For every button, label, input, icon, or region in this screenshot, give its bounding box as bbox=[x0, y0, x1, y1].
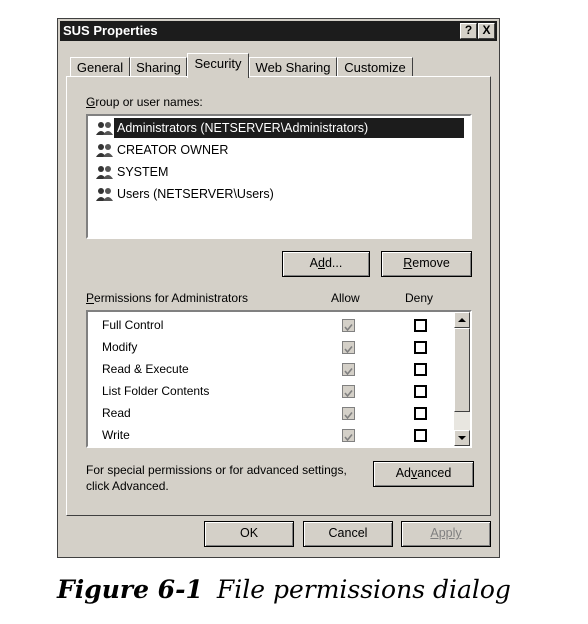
allow-header: Allow bbox=[331, 291, 360, 305]
list-item-users[interactable]: Users (NETSERVER\Users) bbox=[117, 187, 274, 201]
deny-checkbox-read[interactable] bbox=[414, 407, 427, 420]
allow-checkbox-read-execute[interactable] bbox=[342, 363, 355, 376]
remove-button[interactable] bbox=[381, 251, 472, 277]
special-perms-text-1: For special permissions or for advanced settings, bbox=[86, 463, 347, 477]
advanced-label-b: anced bbox=[417, 466, 452, 480]
figure-number: Figure 6-1 bbox=[57, 575, 203, 604]
perm-list-folder-contents: List Folder Contents bbox=[102, 384, 210, 398]
group-names-label bbox=[86, 95, 203, 109]
add-label-a: A bbox=[309, 256, 318, 270]
special-perms-text-2: click Advanced. bbox=[86, 479, 169, 493]
scroll-thumb[interactable] bbox=[454, 328, 470, 412]
allow-checkbox-write[interactable] bbox=[342, 429, 355, 442]
tab-web-sharing[interactable]: Web Sharing bbox=[249, 57, 337, 77]
close-button[interactable]: X bbox=[478, 23, 495, 39]
advanced-label-a: Ad bbox=[395, 466, 411, 480]
deny-checkbox-full-control[interactable] bbox=[414, 319, 427, 332]
group-user-list[interactable] bbox=[86, 114, 472, 239]
permissions-label bbox=[86, 291, 248, 305]
add-label-mnemonic: d bbox=[318, 256, 325, 270]
scroll-up-button[interactable] bbox=[454, 312, 470, 328]
list-item-administrators[interactable]: Administrators (NETSERVER\Administrators) bbox=[114, 118, 464, 138]
scroll-down-button[interactable] bbox=[454, 430, 470, 446]
add-button[interactable] bbox=[282, 251, 370, 277]
help-button[interactable]: ? bbox=[460, 23, 477, 39]
properties-dialog bbox=[57, 18, 500, 558]
allow-checkbox-list-folder[interactable] bbox=[342, 385, 355, 398]
tab-sharing[interactable]: Sharing bbox=[130, 57, 187, 77]
ok-button[interactable]: OK bbox=[204, 521, 294, 547]
deny-checkbox-read-execute[interactable] bbox=[414, 363, 427, 376]
triangle-down-icon bbox=[455, 431, 469, 445]
advanced-button[interactable] bbox=[373, 461, 474, 487]
triangle-up-icon bbox=[455, 313, 469, 327]
permissions-label-mnemonic: P bbox=[86, 291, 95, 305]
permissions-scrollbar[interactable] bbox=[454, 312, 470, 446]
add-label-b: d... bbox=[324, 256, 343, 270]
advanced-label-mnemonic: v bbox=[410, 466, 418, 480]
group-label-mnemonic: G bbox=[86, 95, 96, 109]
permissions-list[interactable] bbox=[86, 310, 472, 448]
list-item-creator-owner[interactable]: CREATOR OWNER bbox=[117, 143, 229, 157]
users-icon bbox=[95, 120, 115, 136]
perm-read-execute: Read & Execute bbox=[102, 362, 189, 376]
perm-write: Write bbox=[102, 428, 130, 442]
perm-read: Read bbox=[102, 406, 131, 420]
permissions-label-text: ermissions for Administrators bbox=[94, 291, 249, 305]
perm-full-control: Full Control bbox=[102, 318, 164, 332]
figure-title: File permissions dialog bbox=[216, 575, 511, 604]
users-icon bbox=[95, 142, 115, 158]
window-title: SUS Properties bbox=[63, 23, 158, 38]
remove-label-b: emove bbox=[412, 256, 450, 270]
cancel-button[interactable]: Cancel bbox=[303, 521, 393, 547]
perm-modify: Modify bbox=[102, 340, 138, 354]
apply-button[interactable]: Apply bbox=[401, 521, 491, 547]
tab-security[interactable]: Security bbox=[187, 53, 249, 78]
allow-checkbox-full-control[interactable] bbox=[342, 319, 355, 332]
figure-caption bbox=[57, 575, 511, 604]
remove-label-mnemonic: R bbox=[403, 256, 413, 270]
deny-checkbox-modify[interactable] bbox=[414, 341, 427, 354]
deny-checkbox-list-folder[interactable] bbox=[414, 385, 427, 398]
title-bar bbox=[60, 21, 497, 41]
deny-header: Deny bbox=[405, 291, 434, 305]
users-icon bbox=[95, 164, 115, 180]
deny-checkbox-write[interactable] bbox=[414, 429, 427, 442]
group-label-text: roup or user names: bbox=[95, 95, 203, 109]
allow-checkbox-read[interactable] bbox=[342, 407, 355, 420]
list-item-system[interactable]: SYSTEM bbox=[117, 165, 169, 179]
users-icon bbox=[95, 186, 115, 202]
tab-general[interactable]: General bbox=[70, 57, 130, 77]
allow-checkbox-modify[interactable] bbox=[342, 341, 355, 354]
tab-customize[interactable]: Customize bbox=[337, 57, 413, 77]
